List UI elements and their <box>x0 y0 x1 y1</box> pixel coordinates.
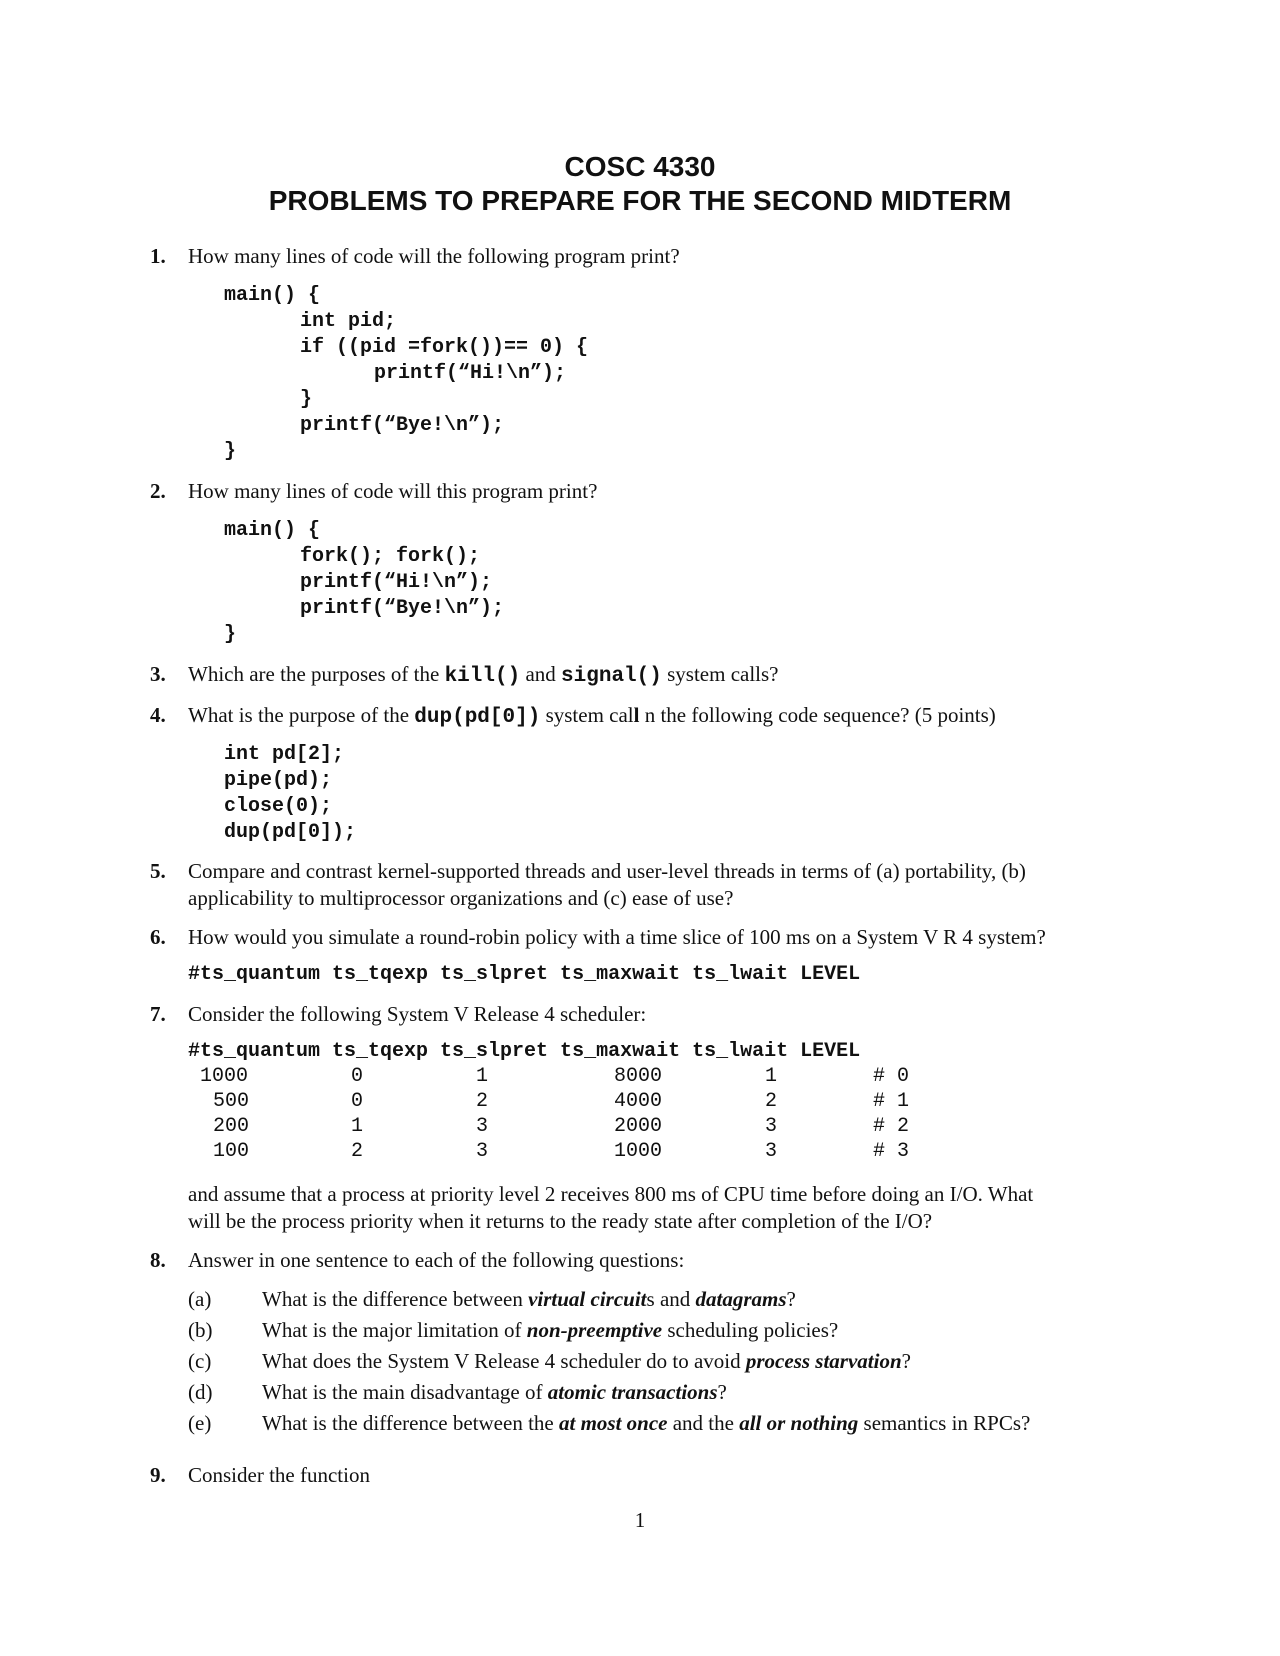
code-line: printf(“Bye!\n”); <box>300 414 505 437</box>
question-text: applicability to multiprocessor organizations and (c) ease of use? <box>188 886 734 910</box>
question-number: 3. <box>150 662 166 686</box>
table-cell: 0 <box>351 1090 364 1113</box>
question-number: 5. <box>150 859 166 883</box>
question-number: 6. <box>150 925 166 949</box>
table-cell: 2 <box>476 1090 489 1113</box>
code-line: main() { <box>224 519 321 542</box>
code-line: int pd[2]; <box>224 743 345 766</box>
question-text: will be the process priority when it returns to the ready state after completion of the I/O? <box>188 1209 933 1233</box>
question-text: What is the purpose of the dup(pd[0]) system call n the following code sequence? (5 points) <box>188 703 996 729</box>
scheduler-table-header: #ts_quantum ts_tqexp ts_slpret ts_maxwait ts_lwait LEVEL <box>188 1040 861 1063</box>
sub-question-text: What is the main disadvantage of atomic transactions? <box>262 1380 727 1404</box>
question-number: 9. <box>150 1463 166 1487</box>
question-text: Which are the purposes of the kill() and signal() system calls? <box>188 662 779 688</box>
table-cell: 1 <box>476 1065 489 1088</box>
question-text: How would you simulate a round-robin policy with a time slice of 100 ms on a System V R 4 system? <box>188 925 1046 949</box>
code-line: printf(“Hi!\n”); <box>374 362 567 385</box>
table-cell: # 0 <box>873 1065 910 1088</box>
code-line: int pid; <box>300 310 397 333</box>
question-text: Consider the following System V Release 4 scheduler: <box>188 1002 647 1026</box>
sub-question-text: What is the difference between the at most once and the all or nothing semantics in RPCs? <box>262 1411 1031 1435</box>
table-cell: 1 <box>765 1065 778 1088</box>
table-cell: 500 <box>213 1090 250 1113</box>
table-cell: # 2 <box>873 1115 910 1138</box>
table-cell: 4000 <box>614 1090 663 1113</box>
course-title: COSC 4330 <box>564 151 716 182</box>
code-line: printf(“Hi!\n”); <box>300 571 493 594</box>
question-text: and assume that a process at priority level 2 receives 800 ms of CPU time before doing an I/O. What <box>188 1182 1034 1206</box>
table-cell: 8000 <box>614 1065 663 1088</box>
sub-question-text: What does the System V Release 4 scheduler do to avoid process starvation? <box>262 1349 911 1373</box>
table-cell: 2 <box>351 1140 364 1163</box>
table-cell: 3 <box>476 1140 489 1163</box>
code-line: close(0); <box>224 795 333 818</box>
question-text: Consider the function <box>188 1463 370 1487</box>
page-title: PROBLEMS TO PREPARE FOR THE SECOND MIDTERM <box>268 185 1012 216</box>
code-line: } <box>300 388 313 411</box>
table-cell: 100 <box>213 1140 250 1163</box>
table-cell: 2 <box>765 1090 778 1113</box>
question-number: 8. <box>150 1248 166 1272</box>
question-text: How many lines of code will this program print? <box>188 479 598 503</box>
code-line: fork(); fork(); <box>300 545 481 568</box>
scheduler-table-header: #ts_quantum ts_tqexp ts_slpret ts_maxwait ts_lwait LEVEL <box>188 963 861 986</box>
sub-question-label: (e) <box>188 1411 212 1435</box>
sub-question-text: What is the difference between virtual circuits and datagrams? <box>262 1287 796 1311</box>
table-cell: 0 <box>351 1065 364 1088</box>
question-number: 2. <box>150 479 166 503</box>
code-line: pipe(pd); <box>224 769 333 792</box>
table-cell: # 1 <box>873 1090 910 1113</box>
code-line: main() { <box>224 284 321 307</box>
question-number: 1. <box>150 244 166 268</box>
table-cell: 3 <box>765 1115 778 1138</box>
sub-question-label: (d) <box>188 1380 213 1404</box>
code-line: } <box>224 440 237 463</box>
question-number: 4. <box>150 703 166 727</box>
table-cell: 1 <box>351 1115 364 1138</box>
page-number: 1 <box>634 1508 646 1532</box>
question-text: How many lines of code will the following program print? <box>188 244 680 268</box>
table-cell: 1000 <box>200 1065 249 1088</box>
sub-question-label: (c) <box>188 1349 212 1373</box>
question-text: Compare and contrast kernel-supported threads and user-level threads in terms of (a) portability, (b) <box>188 859 1026 883</box>
table-cell: 2000 <box>614 1115 663 1138</box>
question-number: 7. <box>150 1002 166 1026</box>
table-cell: 200 <box>213 1115 250 1138</box>
code-line: if ((pid =fork())== 0) { <box>300 336 589 359</box>
code-line: } <box>224 623 237 646</box>
question-text: Answer in one sentence to each of the following questions: <box>188 1248 685 1272</box>
sub-question-label: (a) <box>188 1287 212 1311</box>
code-line: dup(pd[0]); <box>224 821 357 844</box>
table-cell: 3 <box>476 1115 489 1138</box>
table-cell: # 3 <box>873 1140 910 1163</box>
sub-question-label: (b) <box>188 1318 213 1342</box>
table-cell: 1000 <box>614 1140 663 1163</box>
table-cell: 3 <box>765 1140 778 1163</box>
code-line: printf(“Bye!\n”); <box>300 597 505 620</box>
sub-question-text: What is the major limitation of non-preemptive scheduling policies? <box>262 1318 839 1342</box>
